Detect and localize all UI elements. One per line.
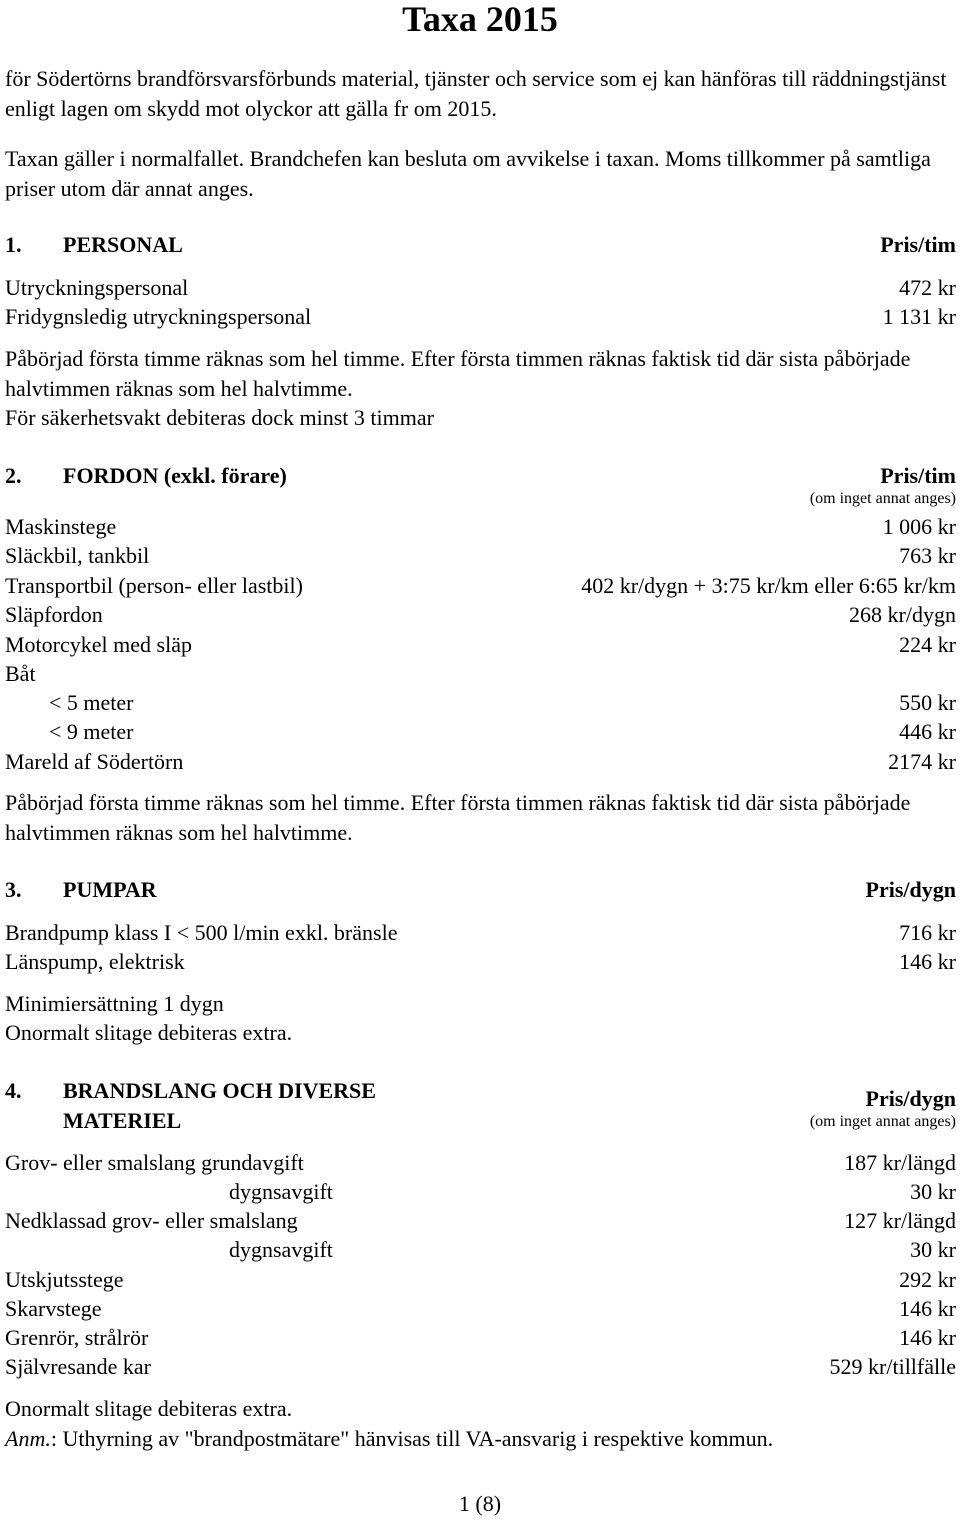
price-row (5, 1265, 956, 1294)
item-label: Länspump, elektrisk (5, 949, 185, 974)
section-note: Påbörjad första timme räknas som hel timme. Efter första timmen räknas faktisk tid där sista påbörjade halvtimmen räknas som hel halvtimme. (5, 346, 911, 401)
item-label: Utryckningspersonal (5, 275, 189, 300)
section-personal-header (5, 230, 956, 260)
section-title: BRANDSLANG OCH DIVERSE (63, 1078, 376, 1103)
price-row (5, 1206, 956, 1235)
price-row (5, 1352, 956, 1381)
price-row (5, 688, 956, 717)
section-fordon-header (5, 461, 956, 491)
price-header: Pris/tim (880, 232, 956, 257)
item-label: Skarvstege (5, 1296, 102, 1321)
item-label: Grenrör, strålrör (5, 1325, 149, 1350)
item-label: Släpfordon (5, 602, 103, 627)
remark-text: : Uthyrning av "brandpostmätare" hänvisas till VA-ansvarig i respektive kommun. (50, 1426, 774, 1451)
item-price: 1 131 kr (882, 304, 956, 329)
item-price: 402 kr/dygn + 3:75 kr/km eller 6:65 kr/km (581, 573, 956, 598)
item-label: Självresande kar (5, 1354, 151, 1379)
item-label: < 5 meter (49, 690, 134, 715)
item-label: dygnsavgift (229, 1179, 333, 1204)
price-header: Pris/dygn (865, 877, 956, 902)
section-note: Påbörjad första timme räknas som hel timme. Efter första timmen räknas faktisk tid där sista påbörjade halvtimmen räknas som hel halvtimme. (5, 790, 911, 845)
item-price: 224 kr (899, 632, 956, 657)
price-subnote: (om inget annat anges) (809, 1113, 956, 1130)
item-price: 529 kr/tillfälle (829, 1354, 956, 1379)
intro-paragraph: för Södertörns brandförsvarsförbunds material, tjänster och service som ej kan hänföras till räddningstjänst enligt lagen om skydd mot olyckor att gälla fr om 2015. (5, 66, 947, 121)
price-row (5, 1177, 956, 1206)
price-row (5, 273, 956, 302)
section-note: Minimiersättning 1 dygn (5, 991, 224, 1016)
price-header: Pris/tim (880, 463, 956, 488)
intro-paragraph-2: Taxan gäller i normalfallet. Brandchefen kan besluta om avvikelse i taxan. Moms tillkommer på samtliga priser utom där annat anges. (5, 146, 931, 201)
item-label: Utskjutsstege (5, 1267, 124, 1292)
item-price: 30 kr (910, 1179, 956, 1204)
price-row (5, 1148, 956, 1177)
item-price: 146 kr (899, 1325, 956, 1350)
item-label: Transportbil (person- eller lastbil) (5, 573, 303, 598)
section-brandslang-price (5, 1084, 956, 1114)
item-label: Mareld af Södertörn (5, 749, 184, 774)
item-price: 187 kr/längd (844, 1150, 956, 1175)
item-price: 472 kr (899, 275, 956, 300)
item-label: Fridygnsledig utryckningspersonal (5, 304, 312, 329)
item-price: 1 006 kr (882, 514, 956, 539)
section-number: 1. (5, 232, 22, 257)
price-subnote: (om inget annat anges) (809, 490, 956, 507)
document-title: Taxa 2015 (402, 0, 558, 39)
page-number: 1 (8) (458, 1491, 502, 1516)
section-title: PUMPAR (63, 877, 157, 902)
item-label: Grov- eller smalslang grundavgift (5, 1150, 304, 1175)
remark (5, 1424, 955, 1454)
section-note: Onormalt slitage debiteras extra. (5, 1020, 293, 1045)
item-price: 146 kr (899, 949, 956, 974)
price-row (5, 571, 956, 600)
section-note: För säkerhetsvakt debiteras dock minst 3 timmar (5, 405, 434, 430)
section-number: 3. (5, 877, 22, 902)
item-price: 268 kr/dygn (849, 602, 956, 627)
price-row (5, 747, 956, 776)
item-label: dygnsavgift (229, 1237, 333, 1262)
remark-label: Anm. (5, 1426, 51, 1451)
item-label: < 9 meter (49, 719, 134, 744)
price-row (5, 659, 956, 688)
item-label: Brandpump klass I < 500 l/min exkl. bränsle (5, 920, 398, 945)
section-number: 4. (5, 1078, 22, 1103)
section-note: Onormalt slitage debiteras extra. (5, 1396, 293, 1421)
price-row (5, 541, 956, 570)
section-title-continued: MATERIEL (63, 1108, 182, 1133)
item-price: 446 kr (899, 719, 956, 744)
price-row (5, 947, 956, 976)
price-row (5, 717, 956, 746)
section-pumpar-header (5, 875, 956, 905)
item-price: 716 kr (899, 920, 956, 945)
item-price: 763 kr (899, 543, 956, 568)
item-label: Släckbil, tankbil (5, 543, 150, 568)
item-price: 146 kr (899, 1296, 956, 1321)
item-label: Motorcykel med släp (5, 632, 192, 657)
price-row (5, 918, 956, 947)
item-label: Maskinstege (5, 514, 117, 539)
item-label: Båt (5, 661, 36, 686)
item-price: 30 kr (910, 1237, 956, 1262)
price-row (5, 1235, 956, 1264)
price-row (5, 1323, 956, 1352)
section-number: 2. (5, 463, 22, 488)
price-header: Pris/dygn (865, 1086, 956, 1111)
price-row (5, 302, 956, 331)
price-row (5, 1294, 956, 1323)
item-label: Nedklassad grov- eller smalslang (5, 1208, 298, 1233)
item-price: 127 kr/längd (844, 1208, 956, 1233)
price-row (5, 512, 956, 541)
price-row (5, 630, 956, 659)
price-row (5, 600, 956, 629)
item-price: 292 kr (899, 1267, 956, 1292)
item-price: 550 kr (899, 690, 956, 715)
section-title: FORDON (exkl. förare) (63, 463, 287, 488)
item-price: 2174 kr (888, 749, 956, 774)
section-title: PERSONAL (63, 232, 183, 257)
